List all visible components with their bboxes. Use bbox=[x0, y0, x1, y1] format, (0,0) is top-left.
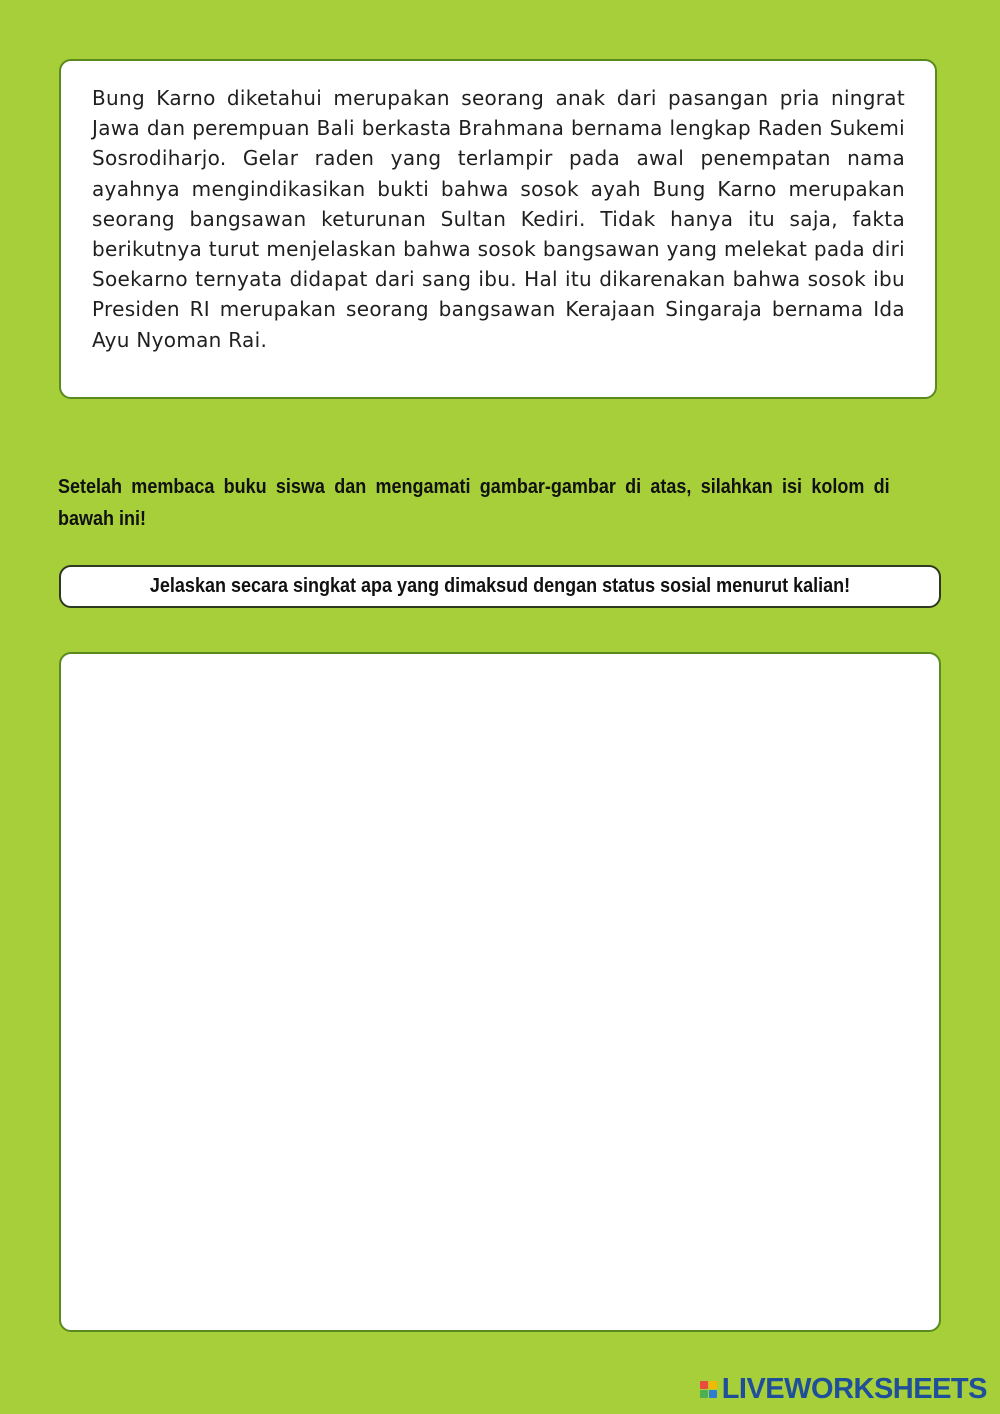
liveworksheets-logo-icon bbox=[700, 1381, 717, 1398]
instruction-text: Setelah membaca buku siswa dan mengamati gambar-gambar di atas, silahkan isi kolom di bawah ini! bbox=[58, 476, 890, 530]
question-box bbox=[59, 565, 941, 608]
brand-wordmark: LIVEWORKSHEETS bbox=[721, 1373, 987, 1405]
answer-textbox[interactable] bbox=[59, 652, 941, 1332]
reading-passage-box bbox=[59, 59, 937, 399]
question-text: Jelaskan secara singkat apa yang dimaksud dengan status sosial menurut kalian! bbox=[149, 575, 851, 597]
liveworksheets-brand bbox=[700, 1373, 987, 1405]
reading-passage-text: Bung Karno diketahui merupakan seorang anak dari pasangan pria ningrat Jawa dan perempuan Bali berkasta Brahmana bernama lengkap Raden Sukemi Sosrodiharjo. Gelar raden yang terlampir pada awal penempatan nama ayahnya mengindikasikan bukti bahwa sosok ayah Bung Karno merupakan seorang bangsawan keturunan Sultan Kediri. Tidak hanya itu saja, fakta berikutnya turut menjelaskan bahwa sosok bangsawan yang melekat pada diri Soekarno ternyata didapat dari sang ibu. Hal itu dikarenakan bahwa sosok ibu Presiden RI merupakan seorang bangsawan Kerajaan Singaraja bernama Ida Ayu Nyoman Rai. bbox=[92, 86, 905, 352]
